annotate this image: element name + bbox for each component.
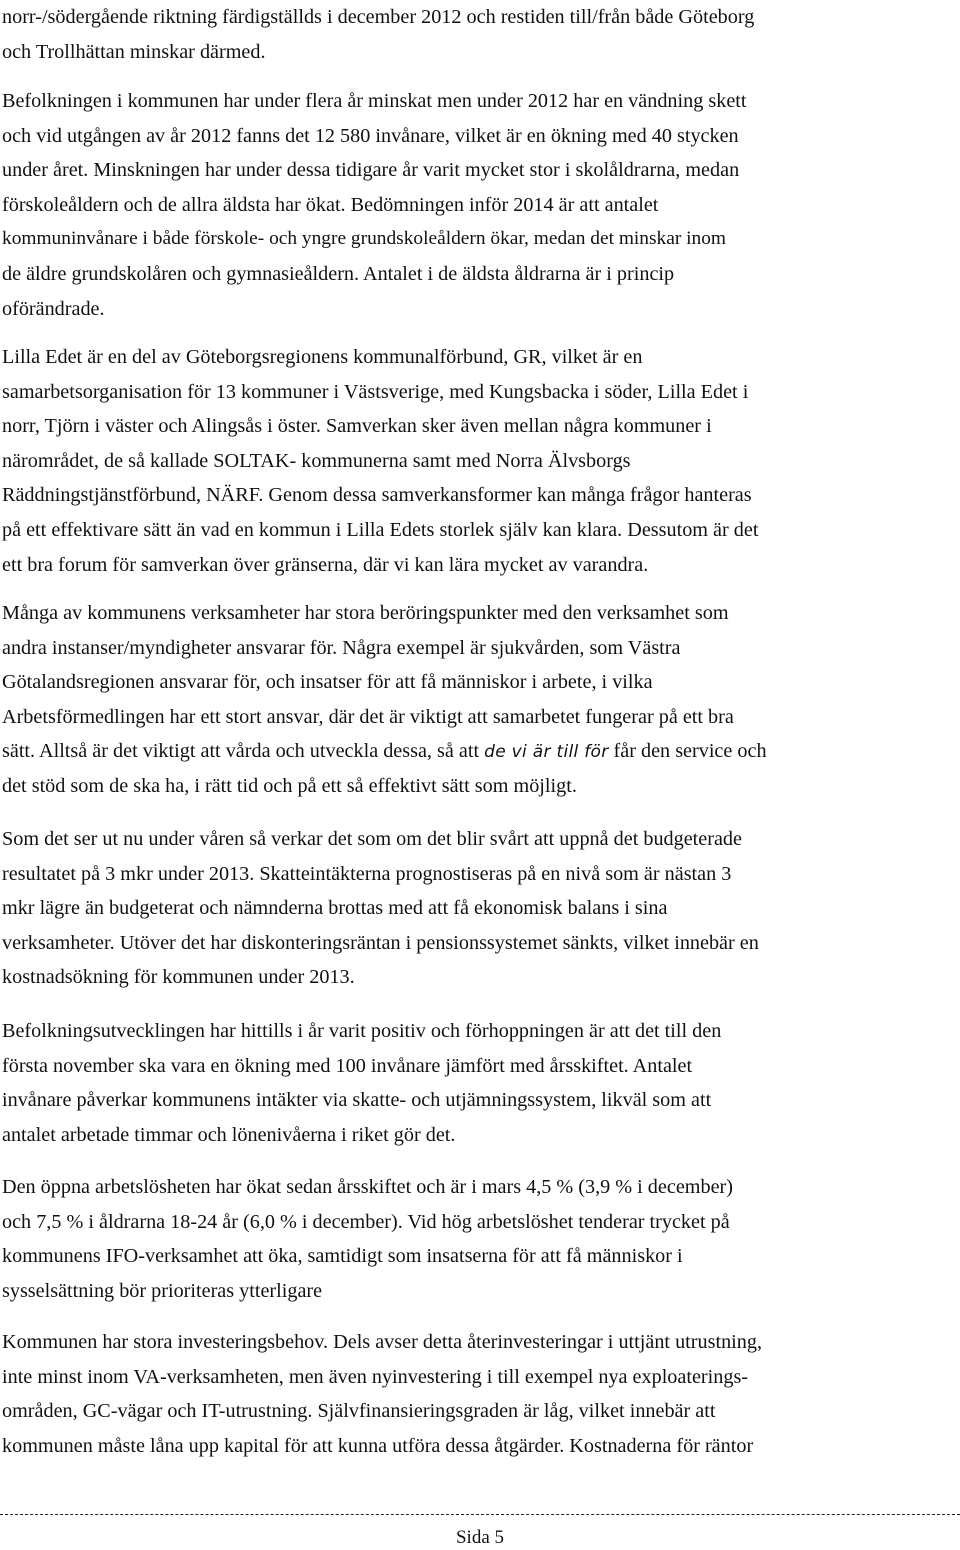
text-line: resultatet på 3 mkr under 2013. Skatteintäkterna prognostiseras på en nivå som är nästan 3	[2, 862, 732, 885]
paragraph-unemployment	[2, 1170, 960, 1308]
text-line: norr-/södergående riktning färdigställds i december 2012 och restiden till/från både Göteborg	[2, 6, 755, 28]
footer-divider	[0, 1514, 960, 1515]
text-line: Som det ser ut nu under våren så verkar det som om det blir svårt att uppnå det budgeterade	[2, 828, 742, 850]
handwritten-text: de vi är till för	[484, 742, 609, 763]
text-line: samarbetsorganisation för 13 kommuner i Västsverige, med Kungsbacka i söder, Lilla Edet i	[2, 380, 749, 403]
paragraph-budget	[2, 822, 960, 995]
text-line: verksamheter. Utöver det har diskonteringsräntan i pensionssystemet sänkts, vilket innebär en	[2, 931, 759, 954]
text-line: Befolkningen i kommunen har under flera år minskat men under 2012 har en vändning skett	[2, 90, 747, 112]
text-segment: får den service och	[608, 740, 767, 763]
text-line	[2, 734, 960, 769]
text-line: Götalandsregionen ansvarar för, och insatser för att få människor i arbete, i vilka	[2, 671, 653, 694]
text-line: och 7,5 % i åldrarna 18-24 år (6,0 % i december). Vid hög arbetslöshet tenderar trycket på	[2, 1210, 730, 1233]
paragraph-road-travel	[2, 0, 960, 69]
text-line: antalet arbetade timmar och lönenivåerna i riket gör det.	[2, 1123, 456, 1146]
text-line: kommunens IFO-verksamhet att öka, samtidigt som insatserna för att få människor i	[2, 1245, 683, 1268]
text-line: ett bra forum för samverkan över gränserna, där vi kan lära mycket av varandra.	[2, 553, 649, 576]
text-line: inte minst inom VA-verksamheten, men även nyinvestering i till exempel nya exploaterings-	[2, 1365, 749, 1388]
paragraph-interfaces	[2, 596, 960, 804]
text-line: på ett effektivare sätt än vad en kommun i Lilla Edets storlek själv kan klara. Dessutom är det	[2, 518, 759, 541]
text-line: det stöd som de ska ha, i rätt tid och på ett så effektivt sätt som möjligt.	[2, 774, 577, 797]
text-line: och vid utgången av år 2012 fanns det 12 580 invånare, vilket är en ökning med 40 stycken	[2, 124, 739, 147]
paragraph-population-trend	[2, 1014, 960, 1152]
text-segment: sätt. Alltså är det viktigt att vårda och utveckla dessa, så att	[2, 740, 485, 763]
page-number: Sida 5	[455, 1527, 505, 1548]
text-line: kommunen måste låna upp kapital för att kunna utföra dessa åtgärder. Kostnaderna för räntor	[2, 1434, 754, 1457]
text-line: områden, GC-vägar och IT-utrustning. Självfinansieringsgraden är låg, vilket innebär att	[2, 1400, 716, 1423]
text-line: norr, Tjörn i väster och Alingsås i öster. Samverkan sker även mellan några kommuner i	[2, 415, 712, 438]
text-line: Räddningstjänstförbund, NÄRF. Genom dessa samverkansformer kan många frågor hanteras	[2, 484, 752, 507]
text-line: mkr lägre än budgeterat och nämnderna brottas med att få ekonomisk balans i sina	[2, 897, 668, 920]
text-line: de äldre grundskolåren och gymnasieåldern. Antalet i de äldsta åldrarna är i princip	[2, 262, 675, 285]
text-line: Kommunen har stora investeringsbehov. Dels avser detta återinvesteringar i uttjänt utrustning,	[2, 1331, 763, 1353]
paragraph-regional-cooperation	[2, 340, 960, 582]
text-line: andra instanser/myndigheter ansvarar för. Några exempel är sjukvården, som Västra	[2, 636, 681, 659]
text-line: oförändrade.	[2, 297, 105, 320]
text-line: Många av kommunens verksamheter har stora beröringspunkter med den verksamhet som	[2, 602, 729, 624]
text-line: och Trollhättan minskar därmed.	[2, 40, 266, 63]
text-line: kommuninvånare i både förskole- och yngre grundskoleåldern ökar, medan det minskar inom	[2, 228, 727, 250]
paragraph-population	[2, 84, 960, 326]
text-line: närområdet, de så kallade SOLTAK- kommunerna samt med Norra Älvsborgs	[2, 449, 631, 472]
text-line: Arbetsförmedlingen har ett stort ansvar, där det är viktigt att samarbetet fungerar på ett bra	[2, 705, 734, 728]
text-line: kostnadsökning för kommunen under 2013.	[2, 966, 355, 989]
text-line: Den öppna arbetslösheten har ökat sedan årsskiftet och är i mars 4,5 % (3,9 % i december)	[2, 1176, 733, 1198]
text-line: invånare påverkar kommunens intäkter via skatte- och utjämningssystem, likväl som att	[2, 1089, 712, 1112]
text-line: första november ska vara en ökning med 100 invånare jämfört med årsskiftet. Antalet	[2, 1054, 693, 1077]
text-line: Lilla Edet är en del av Göteborgsregionens kommunalförbund, GR, vilket är en	[2, 346, 643, 368]
text-line: sysselsättning bör prioriteras ytterligare	[2, 1279, 323, 1302]
text-line: förskoleåldern och de allra äldsta har ökat. Bedömningen inför 2014 är att antalet	[2, 193, 659, 216]
paragraph-investments	[2, 1325, 960, 1463]
text-line: Befolkningsutvecklingen har hittills i år varit positiv och förhoppningen är att det till den	[2, 1020, 722, 1042]
text-line: under året. Minskningen har under dessa tidigare år varit mycket stor i skolåldrarna, medan	[2, 159, 740, 182]
